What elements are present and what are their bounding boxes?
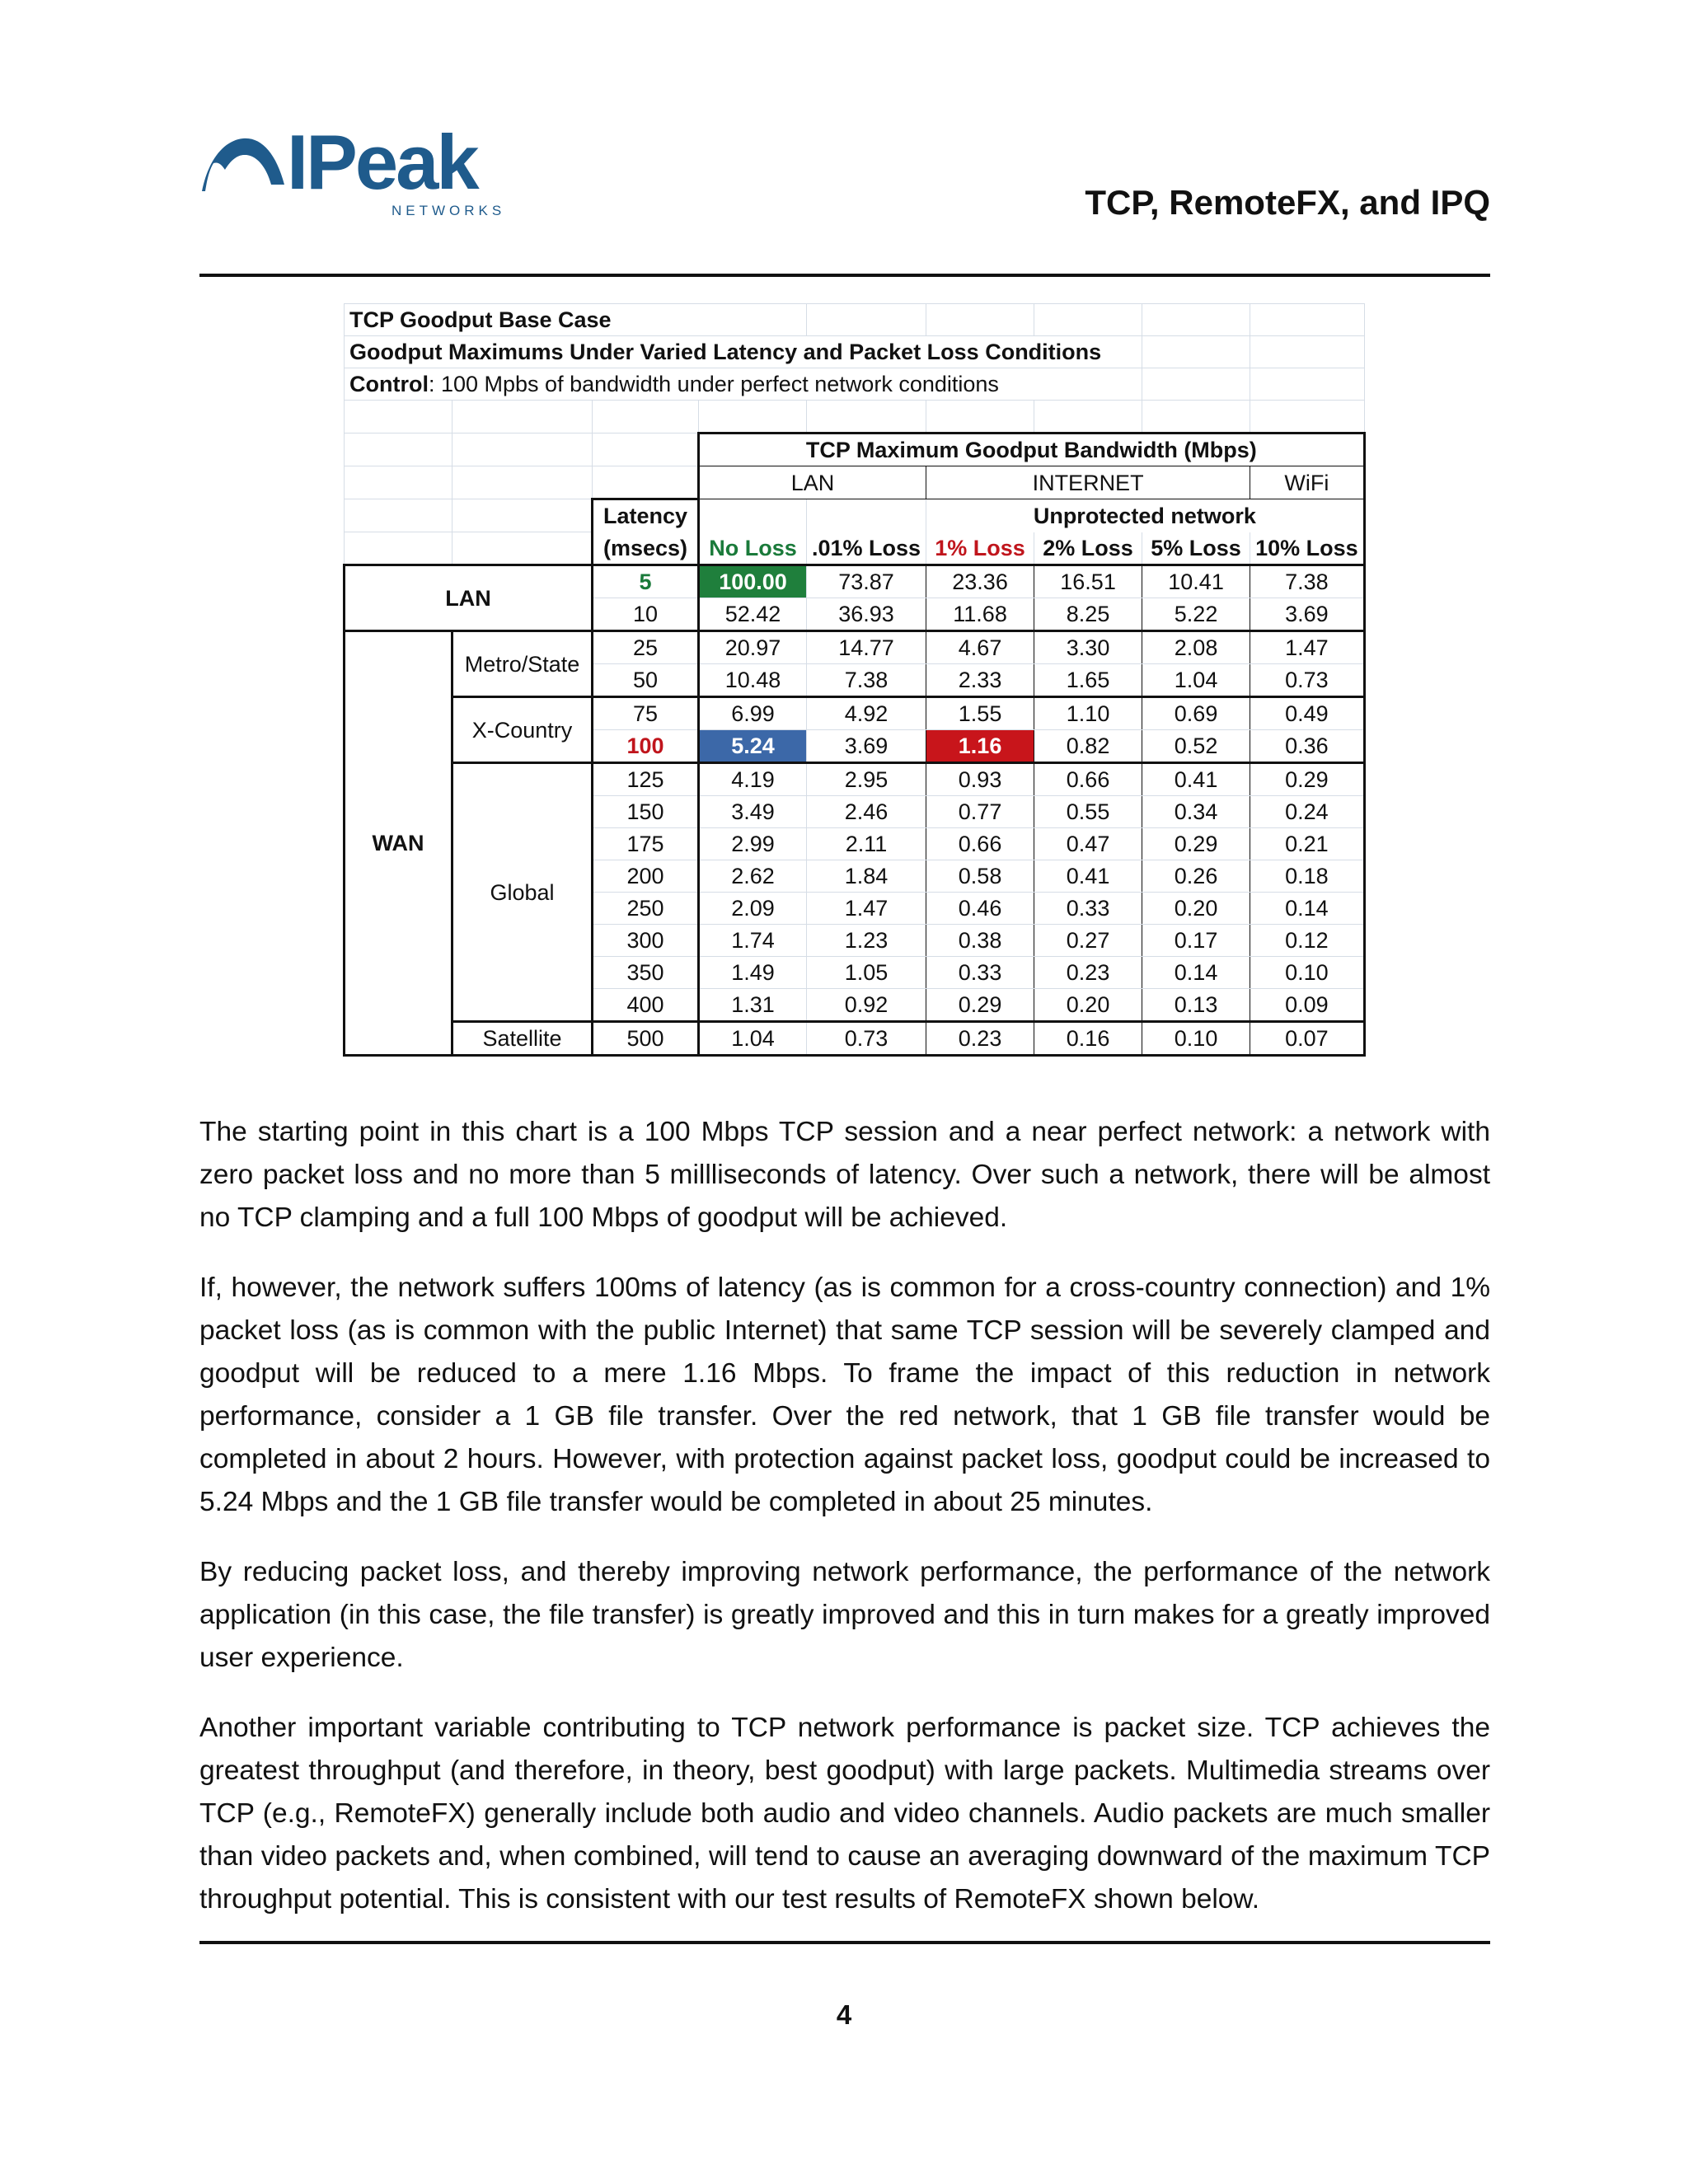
table-spacer-row	[345, 401, 1365, 434]
value-cell: 14.77	[807, 631, 926, 664]
value-cell: 2.95	[807, 763, 926, 796]
value-cell: 3.69	[807, 730, 926, 763]
value-cell: 0.29	[1142, 828, 1250, 860]
value-cell: 2.33	[926, 664, 1034, 697]
table-row	[345, 763, 1365, 796]
value-cell: 20.97	[699, 631, 807, 664]
latency-cell-highlight-red: 100	[593, 730, 699, 763]
value-cell: 0.93	[926, 763, 1034, 796]
goodput-table	[343, 303, 1366, 1057]
table-control-note: Control: 100 Mpbs of bandwidth under perfect network conditions	[345, 368, 1142, 401]
value-cell: 0.36	[1250, 730, 1365, 763]
value-cell: 0.10	[1142, 1022, 1250, 1056]
latency-cell: 150	[593, 796, 699, 828]
latency-cell: 250	[593, 893, 699, 925]
col-header-2-loss: 2% Loss	[1034, 532, 1142, 565]
value-cell: 1.65	[1034, 664, 1142, 697]
value-cell: 4.92	[807, 697, 926, 730]
value-cell: 0.29	[1250, 763, 1365, 796]
value-cell: 0.09	[1250, 989, 1365, 1022]
value-cell: 0.82	[1034, 730, 1142, 763]
subregion-metro-label: Metro/State	[452, 631, 593, 697]
value-cell: 0.20	[1142, 893, 1250, 925]
latency-cell: 50	[593, 664, 699, 697]
value-cell: 2.62	[699, 860, 807, 893]
value-cell: 0.10	[1250, 957, 1365, 989]
value-cell: 0.66	[926, 828, 1034, 860]
latency-cell: 125	[593, 763, 699, 796]
table-row	[345, 1022, 1365, 1056]
value-cell: 1.04	[1142, 664, 1250, 697]
value-cell: 0.07	[1250, 1022, 1365, 1056]
col-header-no-loss: No Loss	[699, 532, 807, 565]
value-cell: 0.29	[926, 989, 1034, 1022]
value-cell: 1.74	[699, 925, 807, 957]
value-cell-highlight-green: 100.00	[699, 565, 807, 598]
col-header-10-loss: 10% Loss	[1250, 532, 1365, 565]
value-cell: 0.66	[1034, 763, 1142, 796]
latency-cell: 25	[593, 631, 699, 664]
footer-divider	[199, 1941, 1490, 1944]
value-cell: 0.18	[1250, 860, 1365, 893]
value-cell: 0.17	[1142, 925, 1250, 957]
value-cell: 4.19	[699, 763, 807, 796]
value-cell: 2.46	[807, 796, 926, 828]
latency-cell: 175	[593, 828, 699, 860]
region-lan-label: LAN	[345, 565, 593, 631]
col-header-001-loss: .01% Loss	[807, 532, 926, 565]
value-cell: 0.41	[1142, 763, 1250, 796]
latency-header-line2: (msecs)	[593, 532, 699, 565]
table-title-row	[345, 304, 1365, 336]
table-row	[345, 697, 1365, 730]
table-latency-header-row	[345, 499, 1365, 532]
value-cell: 0.21	[1250, 828, 1365, 860]
region-wan-label: WAN	[345, 631, 452, 1056]
table-subtitle: Goodput Maximums Under Varied Latency and Packet Loss Conditions	[345, 336, 1142, 368]
value-cell: 11.68	[926, 598, 1034, 631]
value-cell: 5.22	[1142, 598, 1250, 631]
value-cell: 1.49	[699, 957, 807, 989]
col-header-5-loss: 5% Loss	[1142, 532, 1250, 565]
subregion-satellite-label: Satellite	[452, 1022, 593, 1056]
value-cell: 16.51	[1034, 565, 1142, 598]
value-cell: 6.99	[699, 697, 807, 730]
value-cell: 0.73	[807, 1022, 926, 1056]
value-cell: 3.69	[1250, 598, 1365, 631]
value-cell: 1.47	[807, 893, 926, 925]
mountain-logo-icon	[200, 134, 287, 199]
table-column-header-row	[345, 532, 1365, 565]
value-cell: 1.05	[807, 957, 926, 989]
value-cell: 0.24	[1250, 796, 1365, 828]
value-cell: 1.47	[1250, 631, 1365, 664]
table-group-header-row	[345, 434, 1365, 466]
value-cell: 2.08	[1142, 631, 1250, 664]
latency-cell: 350	[593, 957, 699, 989]
value-cell: 1.31	[699, 989, 807, 1022]
subregion-xcountry-label: X-Country	[452, 697, 593, 763]
value-cell: 7.38	[1250, 565, 1365, 598]
header-divider	[199, 274, 1490, 277]
latency-cell: 500	[593, 1022, 699, 1056]
value-cell: 1.10	[1034, 697, 1142, 730]
value-cell: 0.38	[926, 925, 1034, 957]
value-cell: 0.92	[807, 989, 926, 1022]
paragraph: If, however, the network suffers 100ms of latency (as is common for a cross-country connection) and 1% packet loss (as is common with the public Internet) that same TCP session will be severely clamped and goodput will be reduced to a mere 1.16 Mbps. To frame the impact of this reduction in network performance, consider a 1 GB file transfer. Over the red network, that 1 GB file transfer would be completed in about 2 hours. However, with protection against packet loss, goodput could be increased to 5.24 Mbps and the 1 GB file transfer would be completed in about 25 minutes.	[199, 1272, 1490, 1517]
logo-subtext: NETWORKS	[392, 203, 506, 218]
value-cell: 36.93	[807, 598, 926, 631]
value-cell: 0.14	[1250, 893, 1365, 925]
value-cell: 8.25	[1034, 598, 1142, 631]
latency-cell: 200	[593, 860, 699, 893]
value-cell: 0.55	[1034, 796, 1142, 828]
env-wifi-header: WiFi	[1250, 466, 1365, 499]
value-cell: 0.26	[1142, 860, 1250, 893]
latency-cell: 400	[593, 989, 699, 1022]
table-row	[345, 565, 1365, 598]
body-text	[199, 1111, 1490, 1948]
logo-wordmark: IPeak	[287, 119, 477, 205]
value-cell: 0.27	[1034, 925, 1142, 957]
value-cell: 0.23	[1034, 957, 1142, 989]
value-cell: 10.41	[1142, 565, 1250, 598]
paragraph: The starting point in this chart is a 100 Mbps TCP session and a near perfect network: a network with zero packet loss and no more than 5 millliseconds of latency. Over such a network, there will be almost no TCP clamping and a full 100 Mbps of goodput will be achieved.	[199, 1117, 1490, 1233]
value-cell: 0.12	[1250, 925, 1365, 957]
col-header-1-loss: 1% Loss	[926, 532, 1034, 565]
paragraph: Another important variable contributing to TCP network performance is packet size. TCP achieves the greatest throughput (and therefore, in theory, best goodput) with large packets. Multimedia streams over TCP (e.g., RemoteFX) generally include both audio and video channels. Audio packets are much smaller than video packets and, when combined, will tend to cause an averaging downward of the maximum TCP throughput potential. This is consistent with our test results of RemoteFX shown below.	[199, 1713, 1490, 1915]
latency-cell: 5	[593, 565, 699, 598]
value-cell: 2.11	[807, 828, 926, 860]
page-number: 4	[836, 1999, 852, 2030]
value-cell: 0.58	[926, 860, 1034, 893]
value-cell: 0.33	[926, 957, 1034, 989]
value-cell: 0.34	[1142, 796, 1250, 828]
value-cell: 0.77	[926, 796, 1034, 828]
table-subtitle-row	[345, 336, 1365, 368]
value-cell: 3.49	[699, 796, 807, 828]
value-cell: 73.87	[807, 565, 926, 598]
value-cell: 1.04	[699, 1022, 807, 1056]
document-title: TCP, RemoteFX, and IPQ	[1085, 183, 1490, 222]
value-cell: 0.33	[1034, 893, 1142, 925]
subregion-global-label: Global	[452, 763, 593, 1022]
env-internet-header: INTERNET	[926, 466, 1250, 499]
value-cell: 4.67	[926, 631, 1034, 664]
value-cell-highlight-blue: 5.24	[699, 730, 807, 763]
value-cell: 23.36	[926, 565, 1034, 598]
latency-cell: 75	[593, 697, 699, 730]
table-env-header-row	[345, 466, 1365, 499]
value-cell: 0.69	[1142, 697, 1250, 730]
value-cell: 7.38	[807, 664, 926, 697]
value-cell: 0.41	[1034, 860, 1142, 893]
table-row	[345, 631, 1365, 664]
value-cell: 10.48	[699, 664, 807, 697]
value-cell: 0.73	[1250, 664, 1365, 697]
value-cell: 3.30	[1034, 631, 1142, 664]
value-cell: 2.09	[699, 893, 807, 925]
value-cell: 0.46	[926, 893, 1034, 925]
latency-cell: 10	[593, 598, 699, 631]
unprotected-header: Unprotected network	[926, 499, 1365, 532]
value-cell: 0.16	[1034, 1022, 1142, 1056]
value-cell-highlight-red: 1.16	[926, 730, 1034, 763]
value-cell: 1.84	[807, 860, 926, 893]
value-cell: 0.52	[1142, 730, 1250, 763]
value-cell: 0.20	[1034, 989, 1142, 1022]
paragraph: By reducing packet loss, and thereby improving network performance, the performance of the network application (in this case, the file transfer) is greatly improved and this in turn makes for a greatly improved user experience.	[199, 1557, 1490, 1673]
company-logo	[200, 119, 506, 221]
value-cell: 1.55	[926, 697, 1034, 730]
value-cell: 0.13	[1142, 989, 1250, 1022]
value-cell: 0.47	[1034, 828, 1142, 860]
value-cell: 0.14	[1142, 957, 1250, 989]
env-lan-header: LAN	[699, 466, 926, 499]
value-cell: 0.49	[1250, 697, 1365, 730]
value-cell: 1.23	[807, 925, 926, 957]
group-header: TCP Maximum Goodput Bandwidth (Mbps)	[699, 434, 1365, 466]
value-cell: 2.99	[699, 828, 807, 860]
value-cell: 0.23	[926, 1022, 1034, 1056]
table-control-row	[345, 368, 1365, 401]
table-title: TCP Goodput Base Case	[345, 304, 807, 336]
latency-header-line1: Latency	[593, 499, 699, 532]
latency-cell: 300	[593, 925, 699, 957]
value-cell: 52.42	[699, 598, 807, 631]
goodput-table-container	[343, 303, 1366, 1057]
